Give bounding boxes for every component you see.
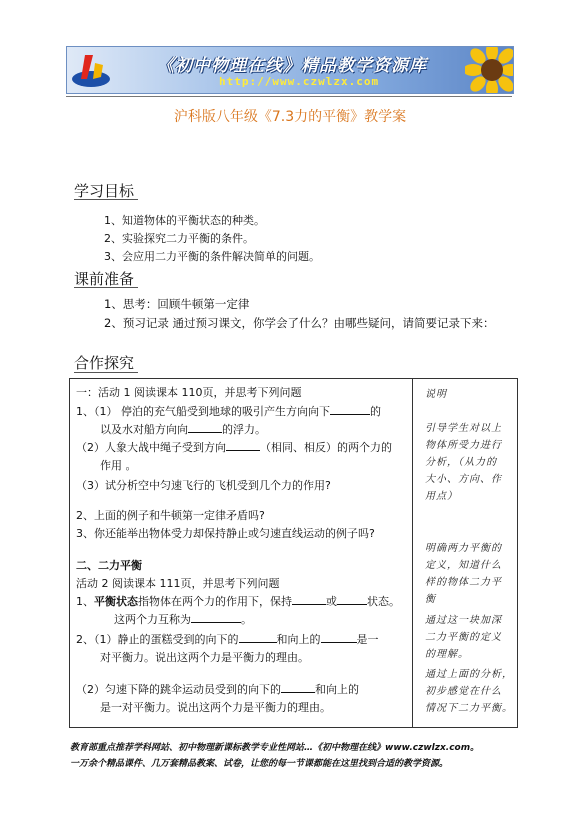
question-text: 是一 [356,633,379,646]
notes-cell [413,379,518,728]
question-text: 的浮力。 [222,423,266,436]
note-line: 通过上面的分析， [425,669,513,680]
question-text: （2）匀速下降的跳伞运动员受到的向下的 [76,683,281,696]
question-line [114,611,252,627]
answer-blank[interactable] [281,682,315,693]
question-text: 3、你还能举出物体受力却保持静止或匀速直线运动的例子吗? [76,527,375,540]
footer-line-1: 教育部重点推荐学科网站、初中物理新课标教学专业性网站…《初中物理在线》www.czwlzx.com。 [70,743,480,753]
question-text: 状态。 [367,595,400,608]
note-line: 用点） [425,491,458,502]
note-line: 明确两力平衡的 [425,543,502,554]
heading-underline [74,372,138,373]
question-text: 或 [326,595,337,608]
question-text: 这两个力互称为 [114,613,191,626]
footer-line-2: 一万余个精品课件、几万套精品教案、试卷，让您的每一节课都能在这里找到合适的教学资源。 [70,759,449,769]
note-line: 定义，知道什么 [425,560,502,571]
section-heading-explore: 合作探究 [74,354,135,372]
note-line: 二力平衡的定义 [425,632,502,643]
question-text: （2）人象大战中绳子受到方向 [76,441,226,454]
note-line: 样的物体二力平 [425,577,502,588]
heading-underline [74,199,138,200]
answer-blank[interactable] [321,632,357,643]
section-heading-prep: 课前准备 [74,270,135,288]
answer-blank[interactable] [191,612,241,623]
question-line [76,631,379,647]
sunflower-icon [465,46,514,94]
activity-2-title: 活动 2 阅读课本 111页，并思考下列问题 [76,577,280,590]
answer-blank[interactable] [239,632,277,643]
banner-title: 《初中物理在线》精品教学资源库 [157,56,427,76]
site-banner [66,46,514,94]
question-text: 是一对平衡力。说出这两个力是平衡力的理由。 [100,701,331,714]
goal-item: 1、知道物体的平衡状态的种类。 [104,214,265,227]
goal-item: 2、实验探究二力平衡的条件。 [104,232,254,245]
note-line: 衡 [425,594,436,605]
note-line: 的理解。 [425,649,469,660]
note-line: 物体所受力进行 [425,440,502,451]
question-text: 2、（1）静止的蛋糕受到的向下的 [76,633,239,646]
term-balance-state: 平衡状态 [94,595,138,608]
note-line: 引导学生对以上 [425,423,502,434]
banner-divider [66,96,512,97]
goal-item: 3、会应用二力平衡的条件解决简单的问题。 [104,250,320,263]
activity-1-title: 一：活动 1 阅读课本 110页，并思考下列问题 [76,386,302,399]
site-logo-icon [71,49,115,91]
note-line: 大小、方向、作 [425,474,502,485]
exploration-table [69,378,518,728]
section-2-title: 二、二力平衡 [76,559,142,572]
question-text: 对平衡力。说出这两个力是平衡力的理由。 [100,651,309,664]
question-text: 的 [370,405,381,418]
question-text: 指物体在两个力的作用下，保持 [138,595,292,608]
note-line: 通过这一块加深 [425,615,502,626]
question-text: 以及水对船方向向 [100,423,188,436]
question-text: 1、 [76,595,94,608]
question-text: 1、（1） 停泊的充气船受到地球的吸引产生方向向下 [76,405,330,418]
prep-item: 2、预习记录 通过预习课文，你学会了什么？由哪些疑问，请简要记录下来： [104,316,495,330]
banner-url: http://www.czwlzx.com [219,75,380,88]
document-title: 沪科版八年级《7.3力的平衡》教学案 [173,109,407,125]
question-text: 2、上面的例子和牛顿第一定律矛盾吗? [76,509,265,522]
question-text: 作用 。 [100,459,137,472]
note-line: 初步感觉在什么 [425,686,502,697]
question-line [76,593,400,609]
question-line [76,403,381,419]
answer-blank[interactable] [188,422,222,433]
section-heading-goals: 学习目标 [74,182,135,200]
answer-blank[interactable] [330,404,370,415]
answer-blank[interactable] [337,594,367,605]
question-text: 和向上的 [315,683,359,696]
question-line [100,421,266,437]
answer-blank[interactable] [292,594,326,605]
question-text: 和向上的 [276,633,321,646]
question-text: （3）试分析空中匀速飞行的飞机受到几个力的作用? [76,479,331,492]
answer-blank[interactable] [226,440,260,451]
prep-item: 1、思考：回顾牛顿第一定律 [104,297,250,311]
question-line [76,681,359,697]
note-line: 分析，（从力的 [425,457,497,468]
notes-label: 说明 [425,389,447,400]
questions-cell [70,379,413,728]
note-line: 情况下二力平衡。 [425,703,513,714]
question-text: 。 [241,613,252,626]
question-line [76,439,392,455]
question-text: （相同、相反）的两个力的 [260,441,392,454]
heading-underline [74,287,138,288]
